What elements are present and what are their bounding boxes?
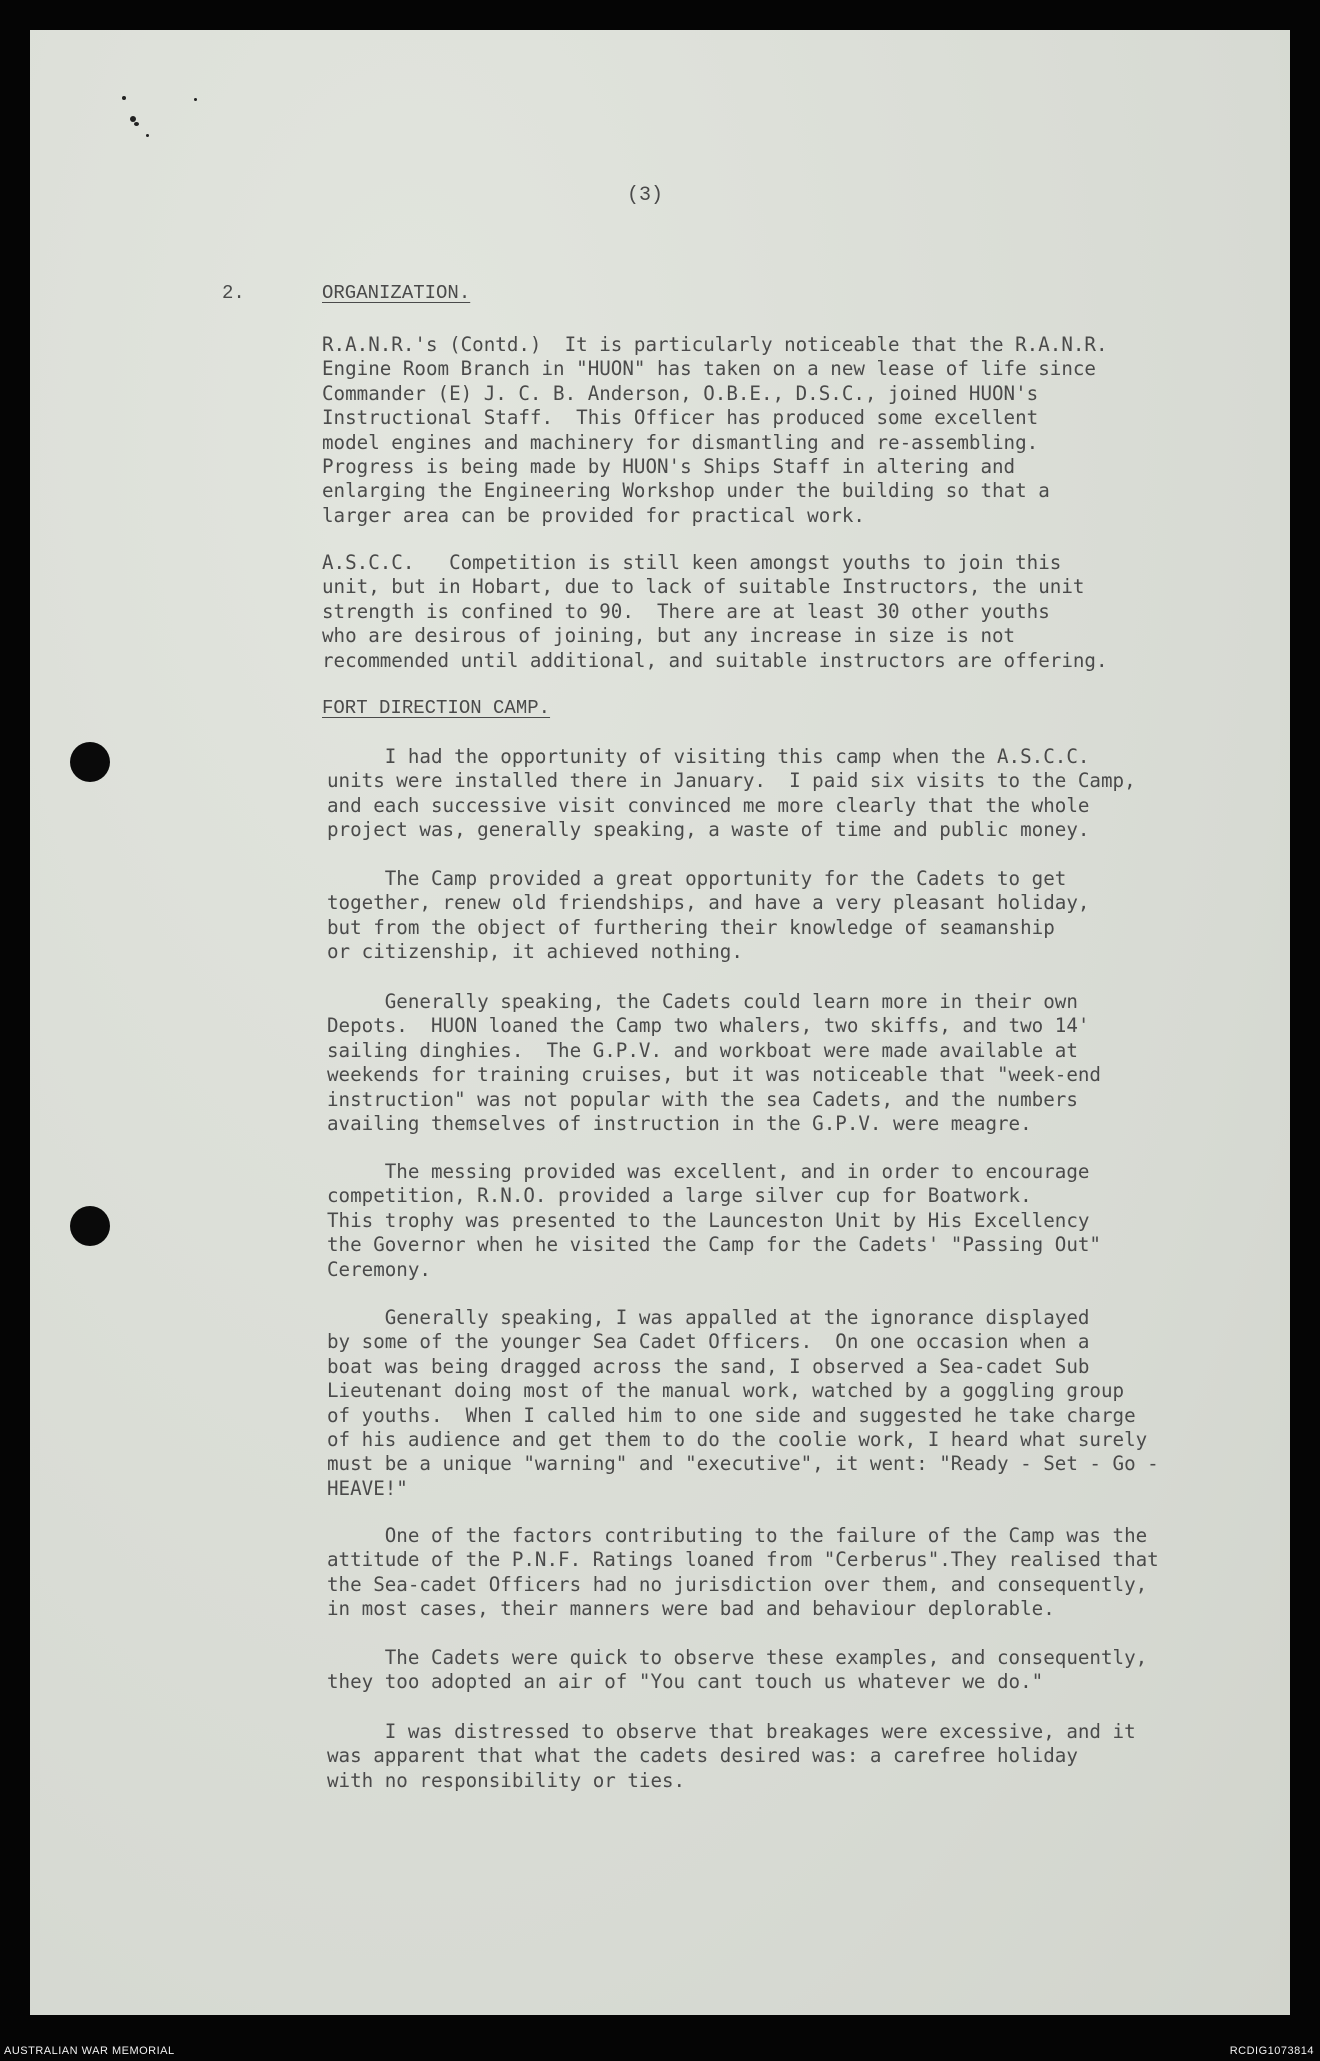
paper-speck <box>122 96 126 100</box>
page-number: (3) <box>626 184 663 207</box>
paragraph-depots: Generally speaking, the Cadets could learn more in their own Depots. HUON loaned the Camp two whalers, two skiffs, and two 14' sailing dinghies. The G.P.V. and workboat were made available at weekends for training cruises, but it was noticeable that "week-end instruction" was not popular with the sea Cadets, and the numbers availing themselves of instruction in the G.P.V. were meagre. <box>327 990 1101 1136</box>
paragraph-breakages: I was distressed to observe that breakages were excessive, and it was apparent that what the cadets desired was: a carefree holiday with no responsibility or ties. <box>327 1720 1136 1792</box>
footer-id: RCDIG1073814 <box>1229 2045 1314 2057</box>
paper-speck <box>146 134 149 137</box>
punch-hole-bottom <box>70 1206 110 1246</box>
paragraph-camp-opportunity: The Camp provided a great opportunity for the Cadets to get together, renew old friendships, and have a very pleasant holiday, but from the object of furthering their knowledge of seamanship or citizenship, it achieved nothing. <box>327 867 1090 964</box>
document-page <box>30 30 1290 2015</box>
paper-speck <box>194 98 197 101</box>
paragraph-ignorance: Generally speaking, I was appalled at the ignorance displayed by some of the younger Sea Cadet Officers. On one occasion when a boat was being dragged across the sand, I observed a Sea-cadet Sub Lieutenant doing most of the manual work, watched by a goggling group of youths. When I called him to one side and suggested he take charge of his audience and get them to do the coolie work, I heard what surely must be a unique "warning" and "executive", it went: "Ready - Set - Go - HEAVE!" <box>327 1306 1159 1500</box>
paragraph-messing: The messing provided was excellent, and in order to encourage competition, R.N.O. provided a large silver cup for Boatwork. This trophy was presented to the Launceston Unit by His Excellency the Governor when he visited the Camp for the Cadets' "Passing Out" Ceremony. <box>327 1160 1101 1281</box>
paragraph-ranr: R.A.N.R.'s (Contd.) It is particularly noticeable that the R.A.N.R. Engine Room Branch in "HUON" has taken on a new lease of life since Commander (E) J. C. B. Anderson, O.B.E., D.S.C., joined HUON's Instructional Staff. This Officer has produced some excellent model engines and machinery for dismantling and re-assembling. Progress is being made by HUON's Ships Staff in altering and enlarging the Engineering Workshop under the building so that a larger area can be provided for practical work. <box>322 333 1108 527</box>
paragraph-ratings: One of the factors contributing to the failure of the Camp was the attitude of the P.N.F. Ratings loaned from "Cerberus".They realised that the Sea-cadet Officers had no jurisdiction over them, and consequently, in most cases, their manners were bad and behaviour deplorable. <box>327 1524 1159 1621</box>
section-heading: ORGANIZATION. <box>322 282 471 304</box>
paper-speck <box>134 122 139 126</box>
paragraph-ascc: A.S.C.C. Competition is still keen amongst youths to join this unit, but in Hobart, due to lack of suitable Instructors, the unit strength is confined to 90. There are at least 30 other youths who are desirous of joining, but any increase in size is not recommended until additional, and suitable instructors are offering. <box>322 551 1108 672</box>
punch-hole-top <box>70 742 110 782</box>
paragraph-camp-visit: I had the opportunity of visiting this camp when the A.S.C.C. units were installed there in January. I paid six visits to the Camp, and each successive visit convinced me more clearly that the whole project was, generally speaking, a waste of time and public money. <box>327 745 1136 842</box>
section-number: 2. <box>222 282 245 304</box>
subheading-fort-direction-camp: FORT DIRECTION CAMP. <box>322 697 551 719</box>
footer-source: AUSTRALIAN WAR MEMORIAL <box>4 2045 175 2057</box>
paragraph-examples: The Cadets were quick to observe these examples, and consequently, they too adopted an air of "You cant touch us whatever we do." <box>327 1646 1148 1694</box>
